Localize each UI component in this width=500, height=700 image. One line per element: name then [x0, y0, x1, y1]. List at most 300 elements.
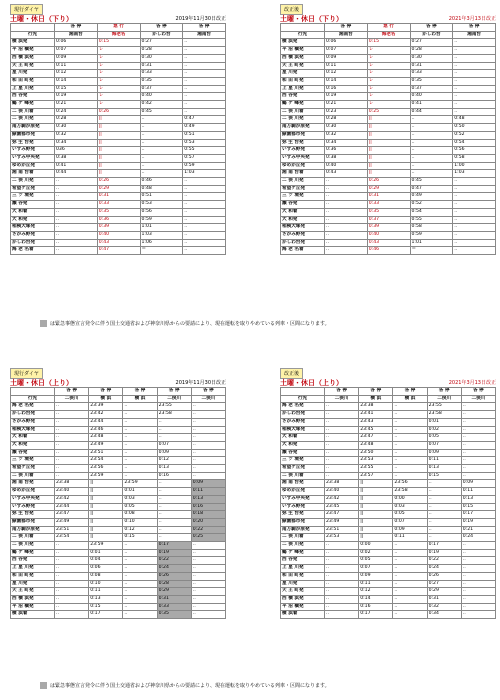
time-cell: 0:27	[140, 39, 183, 47]
table-row	[281, 434, 496, 442]
train-type: 各 停	[325, 24, 368, 32]
train-type: 各 停	[123, 388, 157, 396]
time-cell: 0:09	[325, 54, 368, 62]
panel-heading: 土曜・休日（下り）	[280, 15, 343, 23]
time-cell: ＝	[410, 247, 453, 255]
time-cell: 0:12	[325, 70, 368, 78]
station-name: 西 谷発	[281, 93, 325, 101]
time-cell: 0:56	[453, 147, 496, 155]
time-cell: 0:39	[97, 224, 140, 232]
time-cell: 0:16	[325, 85, 368, 93]
time-cell: ‥	[453, 108, 496, 116]
table-row	[11, 426, 226, 434]
station-name: 二 俣 川発	[281, 178, 325, 186]
station-name: 横 浜発	[281, 39, 325, 47]
table-row	[281, 193, 496, 201]
time-cell: 23:49	[55, 518, 89, 526]
time-cell: 0:26	[97, 108, 140, 116]
time-cell: 0:14	[325, 77, 368, 85]
table-row	[281, 231, 496, 239]
table-row	[11, 147, 226, 155]
time-cell: ‥	[410, 116, 453, 124]
time-cell: ‥	[393, 557, 427, 565]
time-cell: 0:48	[453, 116, 496, 124]
table-row	[11, 101, 226, 109]
time-cell: 0:48	[140, 185, 183, 193]
station-name: ゆめが丘発	[11, 162, 55, 170]
station-name: 瀬 谷発	[11, 201, 55, 209]
destination: 二俣川	[325, 395, 359, 403]
time-cell: ‥	[461, 472, 495, 480]
time-cell: ||	[359, 534, 393, 542]
station-name: 大 和発	[281, 441, 325, 449]
station-name: 平 沼 橋発	[281, 603, 325, 611]
time-cell: ‥	[55, 457, 89, 465]
time-cell: ‥	[325, 542, 359, 550]
time-cell: 0:11	[393, 534, 427, 542]
table-row	[281, 24, 496, 32]
destination: かしわ台	[410, 31, 453, 39]
time-cell: ||	[359, 518, 393, 526]
time-cell: ‥	[453, 54, 496, 62]
time-cell: ‥	[191, 611, 225, 619]
panel-down-old	[10, 4, 226, 324]
time-cell: 1:03	[183, 170, 226, 178]
time-cell: 23:48	[359, 441, 393, 449]
time-cell: ‥	[55, 557, 89, 565]
time-cell: 0:57	[183, 154, 226, 162]
time-cell: ‥	[325, 418, 359, 426]
station-name: 海 老 名発	[281, 403, 325, 411]
time-cell: レ	[97, 93, 140, 101]
table-row	[11, 595, 226, 603]
station-name: いずみ中央発	[11, 154, 55, 162]
station-name: 天 王 町発	[11, 62, 55, 70]
time-cell: ‥	[453, 193, 496, 201]
station-name: 鶴 ケ 峰発	[281, 549, 325, 557]
time-cell: ‥	[191, 441, 225, 449]
table-row	[281, 39, 496, 47]
time-cell: ‥	[55, 426, 89, 434]
time-cell: ‥	[140, 116, 183, 124]
table-row	[11, 434, 226, 442]
time-cell: ‥	[140, 147, 183, 155]
time-cell: ||	[359, 503, 393, 511]
time-cell: ‥	[55, 449, 89, 457]
table-row	[11, 542, 226, 550]
time-cell: 0:14	[55, 77, 98, 85]
time-cell: ‥	[191, 588, 225, 596]
table-row	[11, 588, 226, 596]
time-cell: ‥	[393, 457, 427, 465]
time-cell: 0:19	[427, 549, 461, 557]
time-cell: ‥	[191, 426, 225, 434]
time-cell: 0:42	[140, 101, 183, 109]
table-row	[11, 503, 226, 511]
station-name: 平 沼 橋発	[11, 47, 55, 55]
time-cell: ‥	[325, 449, 359, 457]
time-cell: ‥	[453, 85, 496, 93]
station-name: 大 和着	[281, 434, 325, 442]
time-cell: 0:07	[359, 565, 393, 573]
table-row	[11, 511, 226, 519]
time-cell: ‥	[55, 580, 89, 588]
time-cell: ‥	[55, 216, 98, 224]
station-name: 二 俣 川発	[281, 542, 325, 550]
station-name: 大 和着	[11, 434, 55, 442]
time-cell: ‥	[191, 572, 225, 580]
time-cell: 0:12	[55, 70, 98, 78]
destination: 二俣川	[55, 395, 89, 403]
time-cell: 0:05	[427, 434, 461, 442]
time-cell: 0:21	[325, 101, 368, 109]
time-cell: 0:07	[55, 47, 98, 55]
destination: 二俣川	[191, 395, 225, 403]
station-name: いずみ中央発	[11, 495, 55, 503]
time-cell: 0:56	[140, 208, 183, 216]
time-cell: ‥	[183, 93, 226, 101]
time-cell: ‥	[393, 465, 427, 473]
table-row	[11, 231, 226, 239]
time-cell: 0:13	[461, 495, 495, 503]
time-cell: 0:13	[89, 595, 123, 603]
table-row	[281, 572, 496, 580]
time-cell: 23:40	[55, 488, 89, 496]
table-row	[281, 62, 496, 70]
time-cell: ‥	[427, 534, 461, 542]
panel-tag: 現行ダイヤ	[10, 4, 43, 15]
time-cell: ‥	[123, 449, 157, 457]
time-cell: ‥	[410, 154, 453, 162]
time-cell: 0:31	[157, 595, 191, 603]
time-cell: 0:18	[191, 511, 225, 519]
time-cell: ‥	[55, 465, 89, 473]
time-cell: ‥	[183, 62, 226, 70]
time-cell: ‥	[393, 441, 427, 449]
time-cell: レ	[367, 54, 410, 62]
station-name: ゆめが丘発	[281, 488, 325, 496]
destination-label: 行先	[11, 31, 55, 39]
station-name: 海 老 名着	[281, 247, 325, 255]
time-cell: 0:32	[427, 603, 461, 611]
time-cell: 0:52	[453, 131, 496, 139]
station-name: いずみ中央発	[281, 495, 325, 503]
time-cell: ||	[359, 480, 393, 488]
time-cell: ‥	[123, 465, 157, 473]
destination: 湘南台	[183, 31, 226, 39]
station-name: さがみ野発	[11, 418, 55, 426]
note-text: は緊急事態宣言発令に伴う国土交通省および神奈川県からの要請により、現在運転を取りやめている列車・区間になります。	[50, 683, 330, 689]
time-cell: ‥	[191, 472, 225, 480]
table-row	[281, 201, 496, 209]
station-name: 希望ケ丘発	[281, 185, 325, 193]
table-row	[11, 39, 226, 47]
time-cell: 0:06	[89, 565, 123, 573]
table-row	[11, 208, 226, 216]
table-row	[281, 565, 496, 573]
time-cell: 0:16	[157, 472, 191, 480]
time-cell: ‥	[325, 434, 359, 442]
time-cell: ‥	[393, 549, 427, 557]
train-type: 各 停	[461, 388, 495, 396]
table-row	[281, 595, 496, 603]
table-row	[11, 403, 226, 411]
time-cell: ||	[97, 170, 140, 178]
time-cell: 0:46	[367, 247, 410, 255]
time-cell: ‥	[191, 449, 225, 457]
time-cell: ‥	[325, 557, 359, 565]
table-row	[281, 526, 496, 534]
time-cell: ‥	[123, 441, 157, 449]
time-cell: ‥	[140, 124, 183, 132]
time-cell: ‥	[393, 595, 427, 603]
station-name: かしわ台発	[281, 239, 325, 247]
station-name: 南万騎が原発	[281, 124, 325, 132]
panel-up-old	[10, 368, 226, 688]
time-cell: 0:11	[427, 457, 461, 465]
station-name: 湘 南 台発	[11, 480, 55, 488]
time-cell: ‥	[325, 580, 359, 588]
time-cell: 0:14	[359, 595, 393, 603]
time-cell: 0:30	[140, 54, 183, 62]
time-cell: ‥	[140, 131, 183, 139]
time-cell: 0:03	[393, 503, 427, 511]
train-type: 各 停	[140, 24, 183, 32]
time-cell: 23:58	[393, 488, 427, 496]
time-cell: ‥	[427, 488, 461, 496]
station-name: いずみ野発	[11, 503, 55, 511]
time-cell: ‥	[427, 518, 461, 526]
time-cell: 0:22	[157, 557, 191, 565]
time-cell: 0:47	[410, 185, 453, 193]
time-cell: 0:35	[157, 611, 191, 619]
time-cell: 23:49	[89, 441, 123, 449]
time-cell: ‥	[393, 588, 427, 596]
time-cell: 0:44	[410, 108, 453, 116]
header-corner	[281, 388, 325, 396]
time-cell: 23:38	[55, 480, 89, 488]
table-row	[11, 239, 226, 247]
time-cell: ‥	[157, 434, 191, 442]
time-cell: ‥	[325, 208, 368, 216]
time-cell: ‥	[191, 565, 225, 573]
table-row	[281, 116, 496, 124]
time-cell: ‥	[427, 511, 461, 519]
table-row	[11, 449, 226, 457]
destination: 二俣川	[427, 395, 461, 403]
time-cell: 0:09	[427, 449, 461, 457]
time-cell: ‥	[55, 542, 89, 550]
train-type: 各 停	[55, 388, 89, 396]
time-cell: ||	[359, 511, 393, 519]
station-name: さがみ野発	[281, 231, 325, 239]
station-name: 弥 生 台発	[281, 511, 325, 519]
time-cell: 0:05	[359, 557, 393, 565]
time-cell: 23:54	[55, 534, 89, 542]
time-cell: ‥	[191, 411, 225, 419]
station-name: 緑園都市発	[281, 131, 325, 139]
time-cell: ‥	[461, 557, 495, 565]
time-cell: ‥	[325, 178, 368, 186]
station-name: 大 和発	[11, 216, 55, 224]
time-cell: ‥	[453, 101, 496, 109]
time-cell: ‥	[191, 603, 225, 611]
time-cell: ‥	[427, 526, 461, 534]
station-name: 上 星 川発	[281, 85, 325, 93]
station-name: 鶴 ケ 峰発	[281, 101, 325, 109]
time-cell: ‥	[191, 557, 225, 565]
time-cell: ‥	[325, 193, 368, 201]
station-name: 西 横 浜発	[281, 595, 325, 603]
time-cell: 0:28	[157, 580, 191, 588]
time-cell: 23:47	[325, 511, 359, 519]
header-corner	[11, 388, 55, 396]
time-cell: 036	[55, 147, 98, 155]
time-cell: ‥	[325, 224, 368, 232]
time-cell: レ	[97, 101, 140, 109]
time-cell: ‥	[123, 542, 157, 550]
time-cell: 0:59	[410, 231, 453, 239]
timetable	[10, 23, 226, 255]
time-cell: ||	[89, 488, 123, 496]
station-name: 和 田 町発	[11, 572, 55, 580]
time-cell: ‥	[123, 418, 157, 426]
time-cell: 0:40	[140, 93, 183, 101]
time-cell: ‥	[123, 595, 157, 603]
panel-tag: 現行ダイヤ	[10, 368, 43, 379]
station-name: 二 俣 川着	[281, 534, 325, 542]
table-row	[281, 588, 496, 596]
time-cell: ‥	[393, 403, 427, 411]
table-row	[11, 54, 226, 62]
time-cell: 0:12	[359, 588, 393, 596]
time-cell: ‥	[325, 457, 359, 465]
table-row	[281, 472, 496, 480]
time-cell: ‥	[191, 595, 225, 603]
table-row	[11, 154, 226, 162]
table-row	[11, 124, 226, 132]
time-cell: 0:09	[461, 480, 495, 488]
time-cell: 23:44	[89, 418, 123, 426]
table-row	[11, 162, 226, 170]
time-cell: 0:28	[410, 47, 453, 55]
table-row	[281, 503, 496, 511]
time-cell: 23:55	[359, 465, 393, 473]
time-cell: 0:11	[191, 488, 225, 496]
time-cell: 0:38	[325, 154, 368, 162]
panel-heading: 土曜・休日（上り）	[10, 379, 73, 387]
time-cell: 0:41	[55, 162, 98, 170]
time-cell: ‥	[393, 580, 427, 588]
time-cell: ‥	[157, 418, 191, 426]
station-name: いずみ野発	[281, 147, 325, 155]
time-cell: ‥	[325, 231, 368, 239]
destination: 横 浜	[123, 395, 157, 403]
table-row	[281, 511, 496, 519]
time-cell: ‥	[393, 472, 427, 480]
station-name: 二 俣 川発	[11, 116, 55, 124]
time-cell: ‥	[393, 426, 427, 434]
station-name: 希望ケ丘発	[11, 465, 55, 473]
time-cell: ‥	[157, 518, 191, 526]
time-cell: ‥	[123, 565, 157, 573]
station-name: かしわ台発	[11, 239, 55, 247]
time-cell: ||	[97, 162, 140, 170]
time-cell: ‥	[55, 231, 98, 239]
table-row	[281, 154, 496, 162]
time-cell: ‥	[393, 611, 427, 619]
time-cell: 0:17	[461, 511, 495, 519]
time-cell: ‥	[123, 557, 157, 565]
time-cell: ‥	[461, 572, 495, 580]
time-cell: ‥	[191, 549, 225, 557]
time-cell: ‥	[191, 434, 225, 442]
train-type: 急 行	[97, 24, 140, 32]
table-row	[11, 457, 226, 465]
time-cell: ‥	[453, 239, 496, 247]
table-row	[11, 85, 226, 93]
header-corner	[281, 24, 325, 32]
station-name: 大 和着	[281, 208, 325, 216]
station-name: 緑園都市発	[11, 518, 55, 526]
time-cell: 0:30	[325, 124, 368, 132]
time-cell: 0:50	[453, 124, 496, 132]
time-cell: ||	[89, 495, 123, 503]
time-cell: ‥	[191, 403, 225, 411]
time-cell: 0:52	[410, 201, 453, 209]
time-cell: ‥	[325, 247, 368, 255]
time-cell: ‥	[393, 565, 427, 573]
time-cell: 0:09	[191, 480, 225, 488]
table-row	[281, 185, 496, 193]
table-row	[281, 411, 496, 419]
station-name: 上 星 川発	[11, 565, 55, 573]
time-cell: ‥	[55, 411, 89, 419]
time-cell: 23:50	[359, 449, 393, 457]
time-cell: ‥	[55, 595, 89, 603]
time-cell: ||	[367, 154, 410, 162]
station-name: 相模大塚発	[11, 224, 55, 232]
time-cell: 0:35	[367, 208, 410, 216]
time-cell: ‥	[183, 247, 226, 255]
time-cell: 0:34	[427, 611, 461, 619]
destination-label: 行先	[11, 395, 55, 403]
time-cell: ‥	[183, 216, 226, 224]
time-cell: ‥	[453, 208, 496, 216]
time-cell: 0:27	[427, 580, 461, 588]
time-cell: 0:01	[123, 488, 157, 496]
time-cell: 23:55	[157, 403, 191, 411]
time-cell: レ	[97, 62, 140, 70]
station-name: ゆめが丘発	[11, 488, 55, 496]
header-corner	[11, 24, 55, 32]
revision-date: 2021年3月13日改正	[448, 16, 496, 22]
time-cell: ‥	[461, 580, 495, 588]
destination: 湘南台	[55, 31, 98, 39]
time-cell: ‥	[55, 549, 89, 557]
station-name: 天 王 町発	[281, 588, 325, 596]
table-row	[281, 403, 496, 411]
station-name: 二 俣 川着	[11, 534, 55, 542]
time-cell: 0:17	[427, 542, 461, 550]
time-cell: ‥	[55, 572, 89, 580]
time-cell: 0:40	[325, 162, 368, 170]
time-cell: 0:11	[55, 62, 98, 70]
train-type: 急 行	[367, 24, 410, 32]
panel-tag: 改正後	[280, 368, 303, 379]
time-cell: ‥	[461, 403, 495, 411]
table-row	[11, 77, 226, 85]
